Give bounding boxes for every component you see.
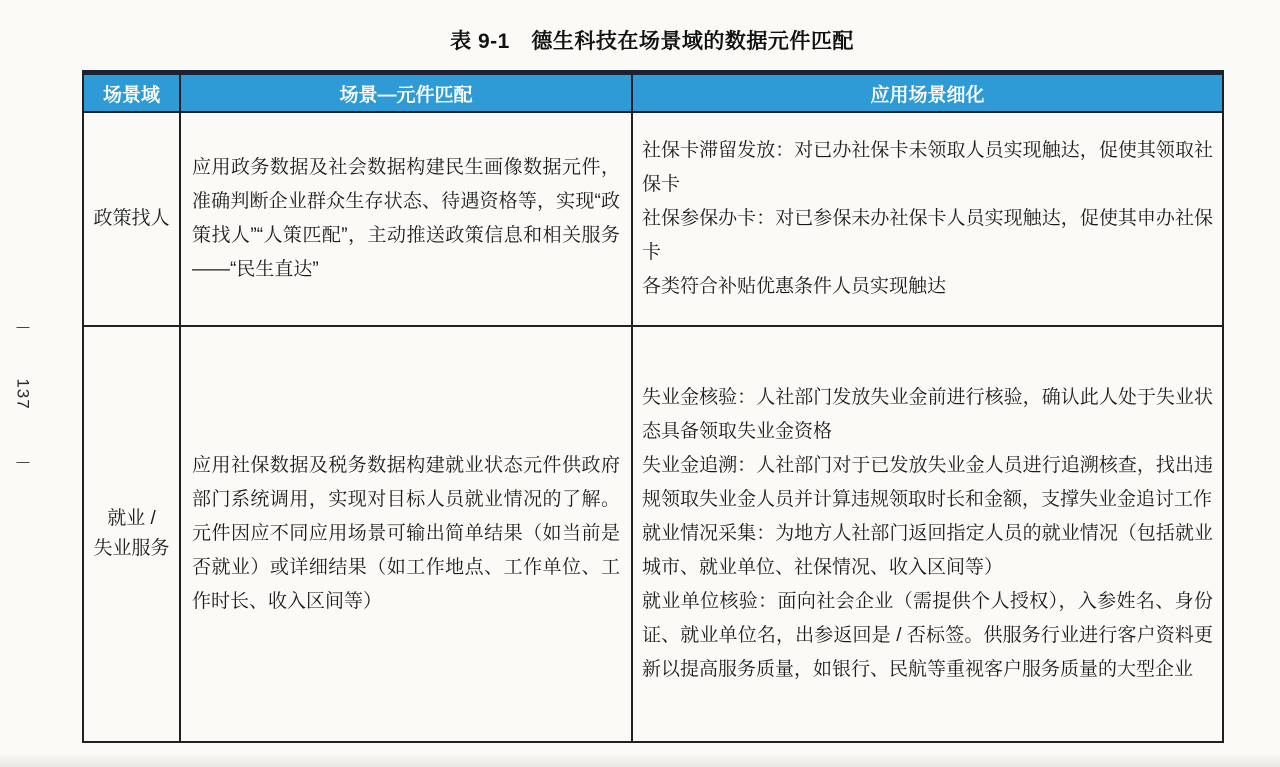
table-header-row: [83, 73, 1223, 113]
table-row-employment-services: [83, 326, 1223, 742]
page-bottom-shadow: [0, 753, 1280, 767]
page-number-value: 137: [14, 378, 33, 410]
cell-refinement: [632, 326, 1223, 742]
domain-label-line: 失业服务: [93, 538, 170, 559]
page-number-dash-bottom: —: [16, 454, 30, 469]
table-title: 表 9-1 德生科技在场景域的数据元件匹配: [450, 30, 854, 53]
scenario-data-table: [82, 70, 1224, 743]
domain-label-line: 就业 /: [107, 508, 156, 529]
page-content: [82, 0, 1222, 743]
refinement-item: 社保参保办卡：对已参保未办社保卡人员实现触达，促使其申办社保卡: [642, 208, 1213, 263]
matching-text: 应用社保数据及税务数据构建就业状态元件供政府部门系统调用，实现对目标人员就业情况的了解。元件因应不同应用场景可输出简单结果（如当前是否就业）或详细结果（如工作地点、工作单位、工作时长、收入区间等）: [192, 455, 620, 612]
refinement-item: 社保卡滞留发放：对已办社保卡未领取人员实现触达，促使其领取社保卡: [642, 140, 1213, 195]
cell-refinement: [632, 112, 1223, 326]
refinement-item: 各类符合补贴优惠条件人员实现触达: [642, 276, 947, 297]
matching-text: 应用政务数据及社会数据构建民生画像数据元件，准确判断企业群众生存状态、待遇资格等，实现“政策找人”“人策匹配”，主动推送政策信息和相关服务——“民生直达”: [192, 157, 620, 280]
table-row-policy-outreach: [83, 112, 1223, 326]
refinement-item: 就业情况采集：为地方人社部门返回指定人员的就业情况（包括就业城市、就业单位、社保情况、收入区间等）: [642, 523, 1213, 578]
domain-label: 政策找人: [93, 208, 170, 229]
refinement-item: 就业单位核验：面向社会企业（需提供个人授权），入参姓名、身份证、就业单位名，出参返回是 / 否标签。供服务行业进行客户资料更新以提高服务质量，如银行、民航等重视客户服务质量的大型企业: [642, 591, 1213, 680]
header-application-scenario-refinement: 应用场景细化: [632, 73, 1223, 113]
header-scenario-domain: 场景域: [83, 73, 180, 113]
page-number-dash-top: —: [16, 319, 30, 334]
header-scenario-element-matching: 场景—元件匹配: [180, 73, 632, 113]
cell-matching: [180, 326, 632, 742]
cell-domain: [83, 112, 180, 326]
cell-matching: [180, 112, 632, 326]
refinement-item: 失业金追溯：人社部门对于已发放失业金人员进行追溯核查，找出违规领取失业金人员并计算违规领取时长和金额，支撑失业金追讨工作: [642, 455, 1213, 510]
cell-domain: [83, 326, 180, 742]
refinement-item: 失业金核验：人社部门发放失业金前进行核验，确认此人处于失业状态具备领取失业金资格: [642, 387, 1213, 442]
page-number: [8, 320, 38, 468]
